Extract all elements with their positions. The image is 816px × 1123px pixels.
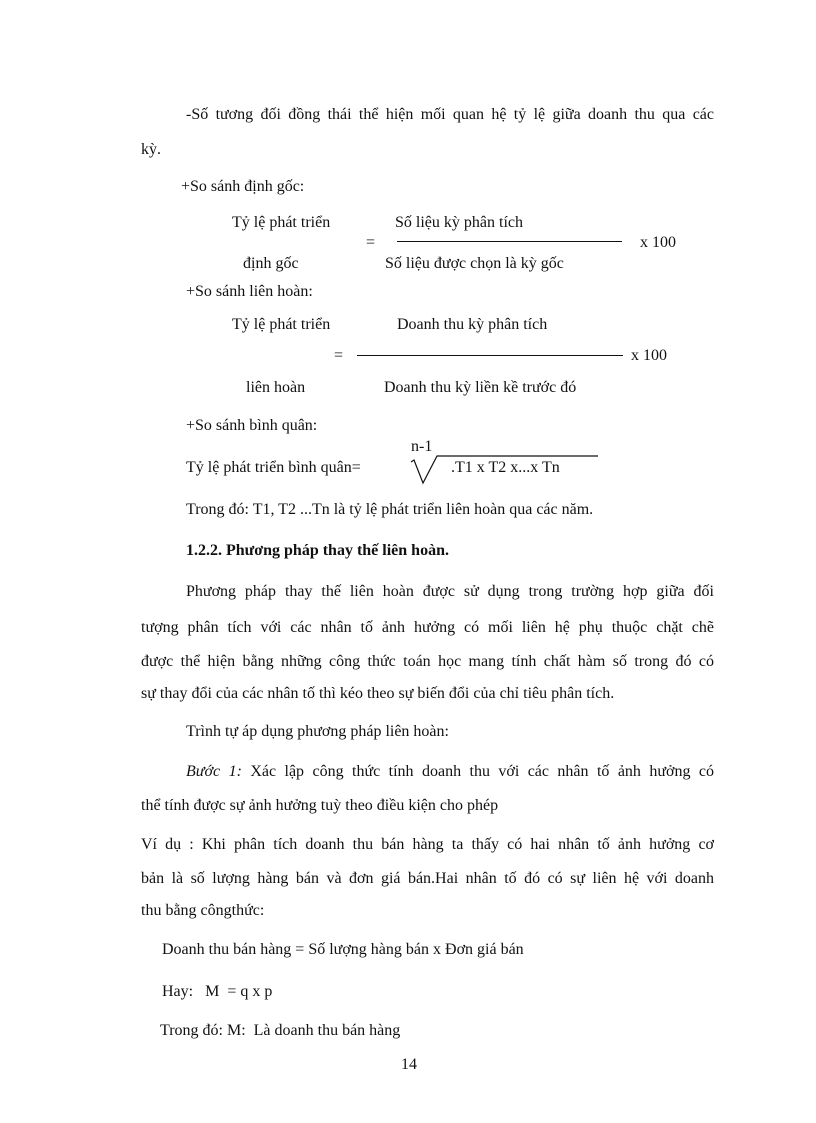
- step1-label: Bước 1:: [186, 763, 242, 780]
- example-line-3: thu bằng côngthức:: [141, 902, 265, 919]
- chain-denominator: Doanh thu kỳ liền kề trước đó: [384, 379, 577, 396]
- chain-label-bottom: liên hoàn: [246, 379, 306, 396]
- page-number: 14: [401, 1056, 417, 1073]
- chain-heading: +So sánh liên hoàn:: [186, 283, 313, 300]
- example-line-2: bản là số lượng hàng bán và đơn giá bán.Hai nhân tố đó có sự liên hệ với doanh: [141, 870, 714, 887]
- method-paragraph-line-2: tượng phân tích với các nhân tố ảnh hưởng có mối liên hệ phụ thuộc chặt chẽ: [141, 619, 714, 636]
- chain-equals: =: [334, 347, 344, 364]
- base-equals: =: [366, 234, 376, 251]
- intro-line-1: -Số tương đối đồng thái thể hiện mối quan hệ tỷ lệ giữa doanh thu qua các: [186, 106, 714, 123]
- base-label-bottom: định gốc: [243, 255, 299, 272]
- revenue-formula-short: Hay: M = q x p: [162, 983, 273, 1000]
- chain-multiplier: x 100: [631, 347, 667, 364]
- where-t-definition: Trong đó: T1, T2 ...Tn là tỷ lệ phát triển liên hoàn qua các năm.: [186, 501, 594, 518]
- sequence-intro: Trình tự áp dụng phương pháp liên hoàn:: [186, 723, 449, 740]
- where-m-definition: Trong đó: M: Là doanh thu bán hàng: [160, 1022, 401, 1039]
- base-label-top: Tỷ lệ phát triển: [232, 214, 331, 231]
- base-multiplier: x 100: [640, 234, 676, 251]
- method-paragraph-line-3: được thể hiện bằng những công thức toán học mang tính chất hàm số trong đó có: [141, 653, 714, 670]
- avg-radicand: .T1 x T2 x...x Tn: [451, 459, 560, 476]
- base-fraction-bar: [397, 241, 622, 242]
- chain-label-top: Tỷ lệ phát triển: [232, 316, 331, 333]
- revenue-formula: Doanh thu bán hàng = Số lượng hàng bán x Đơn giá bán: [162, 941, 524, 958]
- method-paragraph-line-4: sự thay đổi của các nhân tố thì kéo theo sự biến đổi của chỉ tiêu phân tích.: [141, 685, 615, 702]
- avg-heading: +So sánh bình quân:: [186, 417, 318, 434]
- avg-label: Tỷ lệ phát triển bình quân=: [186, 459, 361, 476]
- base-denominator: Số liệu được chọn là kỳ gốc: [385, 255, 564, 272]
- base-heading: +So sánh định gốc:: [181, 178, 305, 195]
- method-paragraph-line-1: Phương pháp thay thế liên hoàn được sử dụng trong trường hợp giữa đối: [186, 583, 714, 600]
- base-numerator: Số liệu kỳ phân tích: [395, 214, 523, 231]
- step1-text: Xác lập công thức tính doanh thu với các nhân tố ảnh hưởng có: [241, 763, 715, 780]
- example-line-1: Ví dụ : Khi phân tích doanh thu bán hàng ta thấy có hai nhân tố ảnh hưởng cơ: [141, 836, 714, 853]
- chain-numerator: Doanh thu kỳ phân tích: [397, 316, 548, 333]
- intro-line-2: kỳ.: [141, 141, 161, 158]
- step1-line-2: thể tính được sự ảnh hưởng tuỳ theo điều kiện cho phép: [141, 797, 499, 814]
- step1-line-1: [186, 762, 714, 782]
- chain-fraction-bar: [357, 355, 623, 356]
- avg-root-index: n-1: [411, 438, 433, 455]
- section-title: 1.2.2. Phương pháp thay thế liên hoàn.: [186, 542, 449, 559]
